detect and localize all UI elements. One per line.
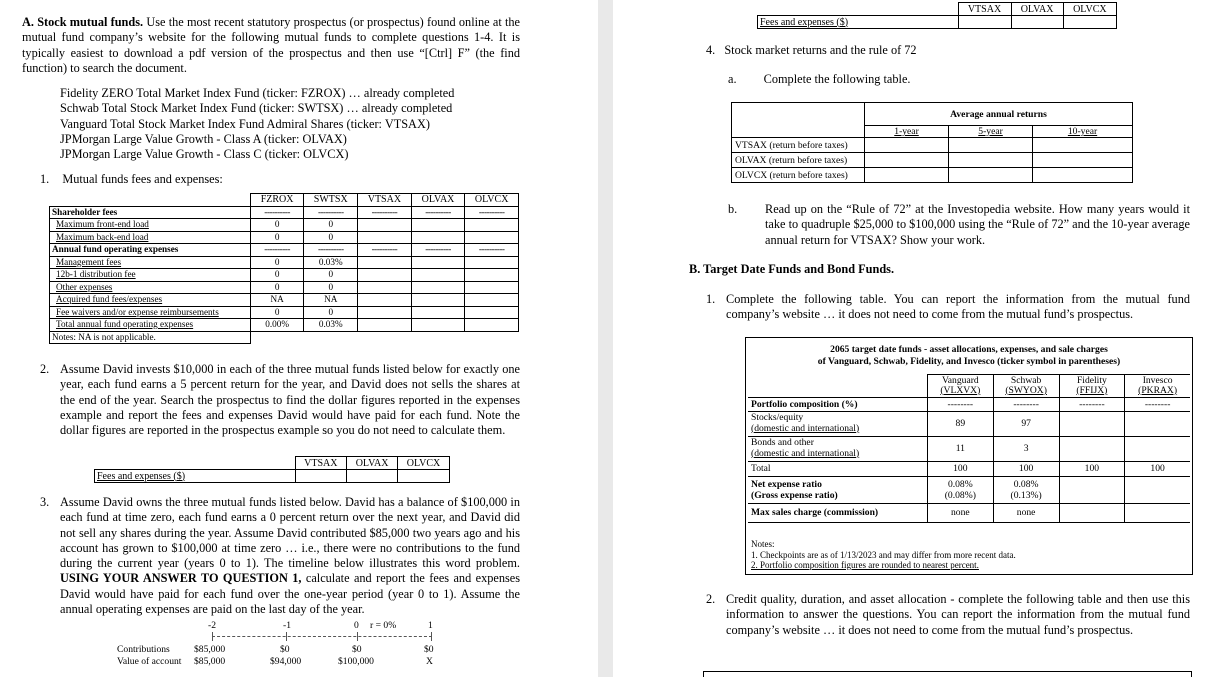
avg-returns-title: Average annual returns: [865, 103, 1133, 126]
timeline-tick: [212, 632, 213, 641]
fee-cell-vtsax: ----------: [358, 244, 412, 257]
q4-heading: [706, 43, 917, 58]
fee-table-row: [50, 269, 519, 282]
fee-cell-olvcx: ----------: [465, 206, 519, 219]
section-a-paragraph: [22, 15, 520, 76]
top-row-label: Fees and expenses ($): [758, 16, 959, 29]
fee-cell-olvcx[interactable]: [465, 281, 519, 294]
q1-number: 1.: [40, 172, 50, 186]
q2-cell-olvcx[interactable]: [398, 470, 450, 483]
fee-cell-olvax[interactable]: [411, 256, 465, 269]
tdf-total-label: Total: [748, 461, 927, 476]
tdf-bonds-schwab[interactable]: 3: [993, 436, 1059, 461]
fee-row-label: 12b-1 distribution fee: [50, 269, 251, 282]
timeline-tick-label: -2: [208, 620, 216, 631]
tdf-title-1: 2065 target date funds - asset allocations, expenses, and sale charges: [830, 344, 1108, 355]
credit-quality-table-top: [703, 671, 1192, 677]
fee-table-row: [50, 244, 519, 257]
section-b-title: B. Target Date Funds and Bond Funds.: [689, 262, 895, 276]
tdf-dash: --------: [927, 397, 993, 411]
q2-col-olvax: OLVAX: [347, 457, 398, 470]
fund-list-item: Schwab Total Stock Market Index Fund (ticker: SWTSX) … already completed: [60, 101, 453, 116]
tdf-col-fidelity: [1059, 375, 1125, 398]
q4b-text: Read up on the “Rule of 72” at the Investopedia website. How many years would it take to quadruple $25,000 to $100,000 using the “Rule of 72” and the 10-year average annual return for VTSAX? Show your work.: [765, 202, 1190, 247]
fees-expenses-table: [49, 193, 519, 344]
fee-cell-swtsx: 0.03%: [304, 256, 358, 269]
fee-table-row: [50, 206, 519, 219]
fund-list-item: JPMorgan Large Value Growth - Class C (ticker: OLVCX): [60, 147, 349, 162]
avg-cell[interactable]: [949, 153, 1033, 168]
avg-cell[interactable]: [1033, 138, 1133, 153]
col-header-fzrox: FZROX: [250, 194, 304, 207]
fee-cell-olvcx[interactable]: [465, 319, 519, 332]
tdf-dash: --------: [1125, 397, 1190, 411]
top-col-vtsax: VTSAX: [958, 3, 1011, 16]
fee-cell-fzrox: 0: [250, 231, 304, 244]
fee-cell-vtsax[interactable]: [358, 319, 412, 332]
fee-cell-olvax[interactable]: [411, 319, 465, 332]
fee-cell-swtsx: NA: [304, 294, 358, 307]
tdf-dash: --------: [1059, 397, 1125, 411]
timeline-tick-label: 0: [354, 620, 359, 631]
col-header-swtsx: SWTSX: [304, 194, 358, 207]
fee-cell-swtsx: 0: [304, 219, 358, 232]
q4a-text: Complete the following table.: [763, 72, 911, 86]
avg-col-10yr: 10-year: [1033, 126, 1133, 138]
tdf-gross-value: (0.08%): [944, 489, 976, 501]
q2-number: 2.: [40, 362, 50, 376]
tdf-portfolio-label: Portfolio composition (%): [748, 397, 927, 411]
timeline-contribution: $0: [280, 644, 290, 655]
timeline-tick: [286, 632, 287, 641]
tdf-col-ticker: (VLXVX): [940, 384, 981, 396]
fee-cell-olvax[interactable]: [411, 281, 465, 294]
fee-table-row: [50, 319, 519, 332]
tdf-stocks-label-2: (domestic and international): [751, 422, 860, 434]
fee-cell-olvcx: ----------: [465, 244, 519, 257]
avg-cell[interactable]: [865, 153, 949, 168]
b2-block: [706, 592, 1190, 638]
q1-heading: [40, 172, 223, 187]
tdf-notes: [751, 539, 1016, 571]
avg-cell[interactable]: [949, 138, 1033, 153]
fund-list-item: Vanguard Total Stock Market Index Fund Admiral Shares (ticker: VTSAX): [60, 116, 430, 131]
tdf-total-schwab: 100: [993, 461, 1059, 476]
b1-text: Complete the following table. You can report the information from the mutual fund company’s website … it does not need to come from the mutual fund’s prospectus.: [726, 292, 1190, 322]
tdf-col-vanguard: [927, 375, 993, 398]
tdf-max-vanguard[interactable]: none: [927, 503, 993, 522]
col-header-olvax: OLVAX: [411, 194, 465, 207]
timeline-rate: r = 0%: [370, 620, 397, 631]
fee-row-label: Management fees: [50, 256, 251, 269]
tdf-gross-value: (0.13%): [1010, 489, 1042, 501]
top-col-olvcx: OLVCX: [1063, 3, 1116, 16]
section-a-title: A. Stock mutual funds.: [22, 15, 144, 29]
q3-text-bold: USING YOUR ANSWER TO QUESTION 1,: [60, 571, 302, 586]
tdf-max-schwab[interactable]: none: [993, 503, 1059, 522]
avg-col-1yr: 1-year: [865, 126, 949, 138]
tdf-expense-vanguard[interactable]: [927, 476, 993, 503]
q3-number: 3.: [40, 495, 50, 509]
fee-cell-olvax[interactable]: [411, 269, 465, 282]
tdf-col-ticker: (SWYOX): [1005, 384, 1047, 396]
b1-block: [706, 292, 1190, 323]
fund-list-item: JPMorgan Large Value Growth - Class A (ticker: OLVAX): [60, 131, 347, 146]
avg-row-vtsax: VTSAX (return before taxes): [732, 138, 865, 153]
tdf-bonds-label-1: Bonds and other: [751, 437, 814, 448]
avg-cell[interactable]: [1033, 153, 1133, 168]
fee-cell-vtsax[interactable]: [358, 231, 412, 244]
fee-table-row: [50, 219, 519, 232]
fee-table-row: [50, 294, 519, 307]
fee-cell-olvcx[interactable]: [465, 294, 519, 307]
fee-cell-fzrox: 0: [250, 306, 304, 319]
timeline-tick-label: 1: [428, 620, 433, 631]
timeline-contribution: $0: [424, 644, 434, 655]
fee-cell-olvcx[interactable]: [465, 231, 519, 244]
fee-table-row: [50, 256, 519, 269]
col-header-vtsax: VTSAX: [358, 194, 412, 207]
fee-row-label: Maximum front-end load: [50, 219, 251, 232]
avg-cell[interactable]: [865, 138, 949, 153]
fee-cell-vtsax[interactable]: [358, 269, 412, 282]
tdf-col-name: Schwab: [1010, 374, 1042, 386]
q4b-block: [728, 202, 1190, 248]
fee-section-label: Shareholder fees: [50, 206, 251, 219]
tdf-net-value: 0.08%: [947, 478, 973, 490]
fee-cell-olvax[interactable]: [411, 219, 465, 232]
q2-cell-vtsax[interactable]: [295, 470, 347, 483]
fee-cell-olvcx[interactable]: [465, 269, 519, 282]
tdf-note-2: 2. Portfolio composition figures are rounded to nearest percent.: [751, 560, 979, 570]
left-page: [0, 0, 598, 677]
timeline-value: $94,000: [270, 656, 302, 667]
fee-cell-swtsx: ----------: [304, 244, 358, 257]
tdf-expense-schwab[interactable]: [993, 476, 1059, 503]
tdf-notes-title: Notes:: [751, 539, 775, 549]
tdf-max-fidelity[interactable]: [1059, 503, 1125, 522]
top-fees-table: [757, 2, 1117, 29]
timeline: [0, 620, 598, 677]
right-page: [613, 0, 1210, 677]
tdf-gross-label: (Gross expense ratio): [751, 489, 838, 501]
timeline-contribution: $85,000: [194, 644, 226, 655]
tdf-stocks-fidelity[interactable]: [1059, 411, 1125, 436]
fee-cell-swtsx: 0: [304, 269, 358, 282]
q2-col-olvcx: OLVCX: [398, 457, 450, 470]
fee-cell-vtsax: ----------: [358, 206, 412, 219]
tdf-col-name: Fidelity: [1076, 374, 1107, 386]
fee-cell-olvcx[interactable]: [465, 219, 519, 232]
timeline-value-label: Value of account: [117, 656, 182, 667]
tdf-max-label: Max sales charge (commission): [748, 503, 927, 522]
fee-table-note: Notes: NA is not applicable.: [50, 331, 251, 344]
q2-row-label: Fees and expenses ($): [95, 470, 296, 483]
tdf-expense-invesco[interactable]: [1125, 476, 1190, 503]
tdf-total-fidelity: 100: [1059, 461, 1125, 476]
tdf-bonds-label: [748, 436, 927, 461]
tdf-stocks-invesco[interactable]: [1125, 411, 1190, 436]
q4a-heading: [728, 72, 910, 87]
fee-cell-fzrox: 0: [250, 281, 304, 294]
fee-cell-fzrox: 0: [250, 269, 304, 282]
tdf-total-invesco: 100: [1125, 461, 1190, 476]
fee-cell-olvax: ----------: [411, 244, 465, 257]
fee-cell-olvax[interactable]: [411, 306, 465, 319]
top-col-olvax: OLVAX: [1011, 3, 1063, 16]
timeline-contrib-label: Contributions: [117, 644, 170, 655]
tdf-total-vanguard: 100: [927, 461, 993, 476]
tdf-col-schwab: [993, 375, 1059, 398]
fee-cell-vtsax[interactable]: [358, 306, 412, 319]
tdf-dash: --------: [993, 397, 1059, 411]
tdf-stocks-label: [748, 411, 927, 436]
q4-number: 4.: [706, 43, 716, 57]
tdf-bonds-label-2: (domestic and international): [751, 447, 860, 459]
timeline-value: $100,000: [338, 656, 374, 667]
timeline-contribution: $0: [352, 644, 362, 655]
tdf-col-name: Invesco: [1142, 374, 1173, 386]
fee-cell-fzrox: 0: [250, 256, 304, 269]
section-a-intro: Use the most recent statutory prospectus (or prospectus) found online at the mutual fund company’s website for the following mutual funds to complete questions 1-4. It is typically easiest to download a pdf version of the prospectus and then use “[Ctrl] F” (the find function) to search the document.: [22, 15, 521, 75]
fee-cell-fzrox: ----------: [250, 206, 304, 219]
q2-col-vtsax: VTSAX: [295, 457, 347, 470]
fee-table-body: [50, 206, 519, 331]
timeline-value: X: [426, 656, 433, 667]
b2-number: 2.: [706, 592, 716, 606]
avg-row-olvcx: OLVCX (return before taxes): [732, 168, 865, 183]
tdf-stocks-label-1: Stocks/equity: [751, 412, 804, 423]
fee-cell-olvax[interactable]: [411, 231, 465, 244]
fee-row-label: Fee waivers and/or expense reimbursements: [50, 306, 251, 319]
fee-cell-fzrox: NA: [250, 294, 304, 307]
q2-cell-olvax[interactable]: [347, 470, 398, 483]
tdf-expense-label: [748, 476, 927, 503]
avg-row-olvax: OLVAX (return before taxes): [732, 153, 865, 168]
q4-text: Stock market returns and the rule of 72: [724, 43, 917, 57]
q2-block: [40, 362, 520, 438]
b2-text: Credit quality, duration, and asset allocation - complete the following table and then use this information to answer the questions. You can report the information from the mutual fund company’s website … it does not need to come from the mutual fund’s prospectus.: [726, 592, 1190, 637]
q3-text-b: calculate and report the fees and expenses David would have paid for each fund over the one-year period (year 0 to 1). Assume the annual operating expenses are paid on the last day of the year.: [60, 571, 521, 617]
fee-cell-olvcx[interactable]: [465, 306, 519, 319]
q1-text: Mutual funds fees and expenses:: [62, 172, 223, 186]
q4a-number: a.: [728, 72, 737, 86]
tdf-bonds-fidelity[interactable]: [1059, 436, 1125, 461]
fee-row-label: Other expenses: [50, 281, 251, 294]
tdf-col-ticker: (PKRAX): [1138, 384, 1178, 396]
fee-cell-swtsx: 0: [304, 281, 358, 294]
tdf-note-1: 1. Checkpoints are as of 1/13/2023 and may differ from more recent data.: [751, 549, 1016, 560]
q3-paragraph: [60, 495, 520, 617]
fee-row-label: Total annual fund operating expenses: [50, 319, 251, 332]
tdf-stocks-schwab[interactable]: 97: [993, 411, 1059, 436]
q2-fees-table: [94, 456, 450, 483]
col-header-olvcx: OLVCX: [465, 194, 519, 207]
timeline-tick-label: -1: [283, 620, 291, 631]
tdf-title-2: of Vanguard, Schwab, Fidelity, and Invesco (ticker symbol in parentheses): [817, 356, 1121, 367]
top-cell-olvcx[interactable]: [1063, 16, 1116, 29]
avg-col-5yr: 5-year: [949, 126, 1033, 138]
q4b-number: b.: [728, 202, 738, 216]
fee-cell-fzrox: 0: [250, 219, 304, 232]
tdf-grid: [748, 374, 1190, 523]
tdf-col-ticker: (FFIJX): [1076, 384, 1108, 396]
average-returns-table: [731, 102, 1133, 183]
fee-table-row: [50, 281, 519, 294]
fee-cell-vtsax[interactable]: [358, 281, 412, 294]
tdf-net-value: 0.08%: [1013, 478, 1039, 490]
fee-cell-swtsx: 0.03%: [304, 319, 358, 332]
fee-cell-vtsax[interactable]: [358, 219, 412, 232]
q3-text-a: Assume David owns the three mutual funds listed below. David has a balance of $100,000 in each fund at time zero, each fund earns a 0 percent return over the next year, and David did not sell any shares during the year. Assume David contributed $85,000 two years ago and his account has grown to $100,000 at time zero … i.e., there were no contributions to the fund during the current year (years 0 to 1). The timeline below illustrates this word problem.: [60, 495, 520, 571]
fee-cell-swtsx: 0: [304, 306, 358, 319]
fee-cell-vtsax[interactable]: [358, 256, 412, 269]
timeline-tick: [357, 632, 358, 641]
fee-row-label: Acquired fund fees/expenses: [50, 294, 251, 307]
tdf-expense-fidelity[interactable]: [1059, 476, 1125, 503]
tdf-stocks-vanguard[interactable]: 89: [927, 411, 993, 436]
fee-cell-swtsx: ----------: [304, 206, 358, 219]
tdf-max-invesco[interactable]: [1125, 503, 1190, 522]
fund-list: [60, 86, 520, 162]
fee-cell-olvcx[interactable]: [465, 256, 519, 269]
fee-cell-olvax[interactable]: [411, 294, 465, 307]
target-date-fund-table: [745, 337, 1193, 575]
avg-cell[interactable]: [949, 168, 1033, 183]
fee-table-row: [50, 306, 519, 319]
fee-table-row: [50, 231, 519, 244]
top-cell-vtsax[interactable]: [958, 16, 1011, 29]
timeline-axis: [212, 636, 432, 637]
tdf-col-invesco: [1125, 375, 1190, 398]
timeline-value: $85,000: [194, 656, 226, 667]
b1-number: 1.: [706, 292, 716, 306]
fund-list-item: Fidelity ZERO Total Market Index Fund (ticker: FZROX) … already completed: [60, 86, 455, 100]
fee-cell-swtsx: 0: [304, 231, 358, 244]
avg-cell[interactable]: [865, 168, 949, 183]
tdf-bonds-vanguard[interactable]: 11: [927, 436, 993, 461]
fee-cell-fzrox: ----------: [250, 244, 304, 257]
top-cell-olvax[interactable]: [1011, 16, 1063, 29]
timeline-tick: [431, 632, 432, 641]
fee-section-label: Annual fund operating expenses: [50, 244, 251, 257]
avg-cell[interactable]: [1033, 168, 1133, 183]
q2-text: Assume David invests $10,000 in each of the three mutual funds listed below for exactly one year, each fund earns a 5 percent return for the year, and David does not sells the shares at the end of the year. Search the prospectus to find the dollar figures reported in the expenses example and report the fees and expenses David would have paid for each fund. Note the dollar figures are reported in the prospectus example so you do not need to calculate them.: [60, 362, 520, 438]
fee-cell-vtsax[interactable]: [358, 294, 412, 307]
tdf-bonds-invesco[interactable]: [1125, 436, 1190, 461]
q3-block: [40, 495, 520, 617]
fee-row-label: Maximum back-end load: [50, 231, 251, 244]
fee-cell-olvax: ----------: [411, 206, 465, 219]
tdf-col-name: Vanguard: [941, 374, 979, 386]
tdf-net-label: Net expense ratio: [751, 478, 822, 490]
fee-cell-fzrox: 0.00%: [250, 319, 304, 332]
